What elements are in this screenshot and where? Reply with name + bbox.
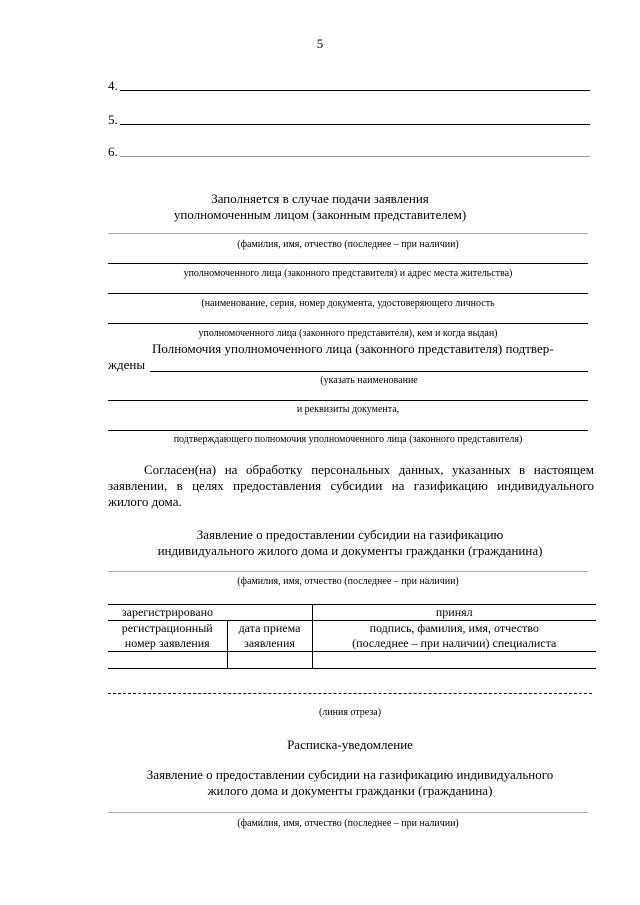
receipt-title: Расписка-уведомление [287, 737, 413, 752]
field-caption: (указать наименование [320, 375, 418, 386]
line-number: 4. [108, 78, 118, 93]
fill-line[interactable] [108, 571, 588, 572]
fill-line[interactable] [108, 293, 588, 294]
date-header: дата приема заявления [227, 621, 312, 652]
field-caption: (фамилия, имя, отчество (последнее – при наличии) [237, 239, 459, 250]
fill-line[interactable] [108, 233, 588, 234]
reg-number-cell[interactable] [108, 652, 227, 669]
specialist-cell[interactable] [312, 652, 596, 669]
powers-text: Полномочия уполномоченного лица (законного представителя) подтвер- [152, 341, 554, 356]
receipt-text: Заявление о предоставлении субсидии на газификацию индивидуального [146, 767, 554, 782]
numbered-line[interactable] [108, 112, 118, 128]
registered-header: зарегистрировано [108, 605, 312, 621]
cut-line [108, 693, 592, 694]
fill-line[interactable] [108, 400, 588, 401]
accepted-header: принял [312, 605, 596, 621]
fill-line[interactable] [108, 812, 588, 813]
field-caption: подтверждающего полномочия уполномоченного лица (законного представителя) [173, 434, 523, 445]
field-caption: (фамилия, имя, отчество (последнее – при наличии) [237, 576, 459, 587]
field-caption: уполномоченного лица (законного представителя), кем и когда выдан) [198, 328, 498, 339]
field-caption: (наименование, серия, номер документа, удостоверяющего личность [201, 298, 495, 309]
numbered-line[interactable] [108, 144, 118, 160]
page-number: 5 [316, 36, 324, 51]
line-number: 6. [108, 144, 118, 159]
application-title: индивидуального жилого дома и документы гражданки (гражданина) [157, 543, 543, 558]
fill-line[interactable] [108, 263, 588, 264]
fill-line[interactable] [150, 371, 588, 372]
section-heading: Заполняется в случае подачи заявления [211, 191, 429, 206]
application-title: Заявление о предоставлении субсидии на газификацию [196, 527, 504, 542]
registration-table [108, 604, 596, 669]
receipt-text: жилого дома и документы гражданки (гражданина) [207, 783, 493, 798]
field-caption: и реквизиты документа, [296, 404, 400, 415]
date-cell[interactable] [227, 652, 312, 669]
section-heading: уполномоченным лицом (законным представителем) [173, 207, 467, 222]
consent-paragraph: Согласен(на) на обработку персональных данных, указанных в настоящем заявлении, в целях предоставления субсидии на газификацию индивидуального жилого дома. [108, 462, 594, 509]
specialist-header: подпись, фамилия, имя, отчество (последнее – при наличии) специалиста [312, 621, 596, 652]
powers-text: ждены [108, 357, 146, 372]
reg-number-header: регистрационный номер заявления [108, 621, 227, 652]
fill-line[interactable] [108, 430, 588, 431]
cut-line-caption: (линия отреза) [318, 707, 382, 718]
field-caption: уполномоченного лица (законного представителя) и адрес места жительства) [183, 268, 513, 279]
field-caption: (фамилия, имя, отчество (последнее – при наличии) [237, 818, 459, 829]
numbered-line[interactable] [108, 78, 118, 94]
line-number: 5. [108, 112, 118, 127]
fill-line[interactable] [108, 323, 588, 324]
